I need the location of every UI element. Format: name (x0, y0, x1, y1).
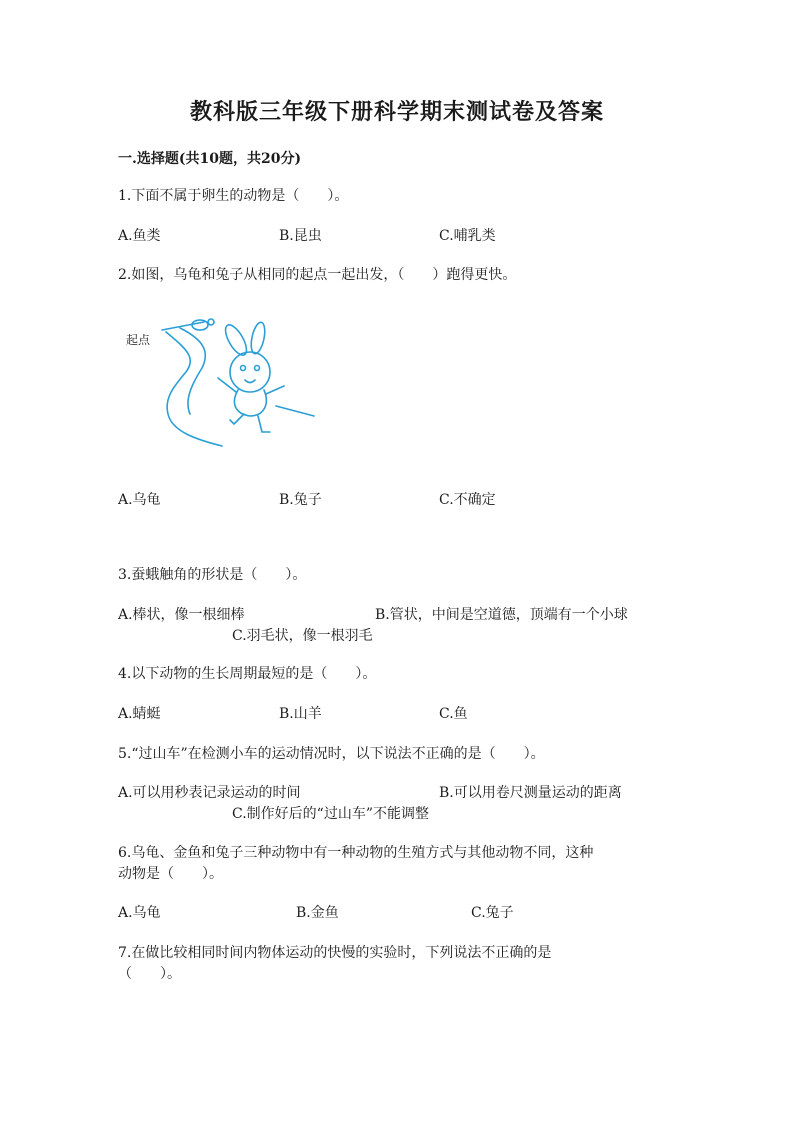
rabbit-right-ear (249, 321, 267, 355)
rabbit-left-arm (218, 378, 236, 392)
rabbit-left-eye (241, 366, 246, 371)
question-2-option-b[interactable]: B.兔子 (279, 492, 322, 508)
question-7-stem-line-2: （ ）。 (118, 966, 181, 982)
question-5-stem: 5.“过山车”在检测小车的运动情况时，以下说法不正确的是（ ）。 (118, 746, 545, 762)
rabbit-body (234, 390, 266, 416)
section-heading: 一.选择题(共10题，共20分) (118, 151, 302, 167)
track-right-edge (180, 328, 205, 414)
question-1-option-a[interactable]: A.鱼类 (118, 228, 161, 244)
question-6-stem-line-1: 6.乌龟、金鱼和兔子三种动物中有一种动物的生殖方式与其他动物不同，这种 (118, 845, 594, 861)
speed-line (276, 406, 314, 416)
rabbit-mouth (245, 380, 255, 383)
page-title: 教科版三年级下册科学期末测试卷及答案 (189, 99, 604, 125)
question-2-option-a[interactable]: A.乌龟 (118, 492, 161, 508)
question-1-option-b[interactable]: B.昆虫 (279, 228, 322, 244)
question-2-stem: 2.如图，乌龟和兔子从相同的起点一起出发，（ ）跑得更快。 (118, 267, 517, 283)
question-7-stem-line-1: 7.在做比较相同时间内物体运动的快慢的实验时，下列说法不正确的是 (118, 945, 552, 961)
start-point-label: 起点 (126, 333, 151, 347)
question-2-option-c[interactable]: C.不确定 (439, 492, 496, 508)
track-left-edge (166, 332, 222, 446)
tortoise-shell (192, 320, 208, 330)
question-4-option-c[interactable]: C.鱼 (439, 706, 468, 722)
rabbit-right-leg (258, 416, 270, 432)
question-5-option-a[interactable]: A.可以用秒表记录运动的时间 (118, 785, 301, 801)
question-3-option-a[interactable]: A.棒状，像一根细棒 (118, 607, 245, 623)
question-3-option-c[interactable]: C.羽毛状，像一根羽毛 (232, 628, 373, 644)
tortoise-rabbit-illustration (118, 310, 328, 460)
question-6-option-c[interactable]: C.兔子 (471, 905, 514, 921)
question-1-stem: 1.下面不属于卵生的动物是（ ）。 (118, 188, 349, 204)
question-6-option-b[interactable]: B.金鱼 (296, 905, 339, 921)
question-5-option-c[interactable]: C.制作好后的“过山车”不能调整 (232, 806, 429, 822)
rabbit-right-eye (255, 366, 260, 371)
rabbit-left-leg (230, 414, 244, 424)
rabbit-head (230, 352, 270, 392)
question-3-option-b[interactable]: B.管状，中间是空道德，顶端有一个小球 (375, 607, 628, 623)
question-1-option-c[interactable]: C.哺乳类 (439, 228, 496, 244)
question-6-option-a[interactable]: A.乌龟 (118, 905, 161, 921)
question-6-stem-line-2: 动物是（ ）。 (118, 866, 223, 882)
question-3-stem: 3.蚕蛾触角的形状是（ ）。 (118, 567, 307, 583)
question-4-option-a[interactable]: A.蜻蜓 (118, 706, 161, 722)
question-4-option-b[interactable]: B.山羊 (279, 706, 322, 722)
question-4-stem: 4.以下动物的生长周期最短的是（ ）。 (118, 666, 377, 682)
question-5-option-b[interactable]: B.可以用卷尺测量运动的距离 (439, 785, 622, 801)
tortoise-head (208, 319, 214, 325)
rabbit-right-arm (266, 386, 284, 394)
